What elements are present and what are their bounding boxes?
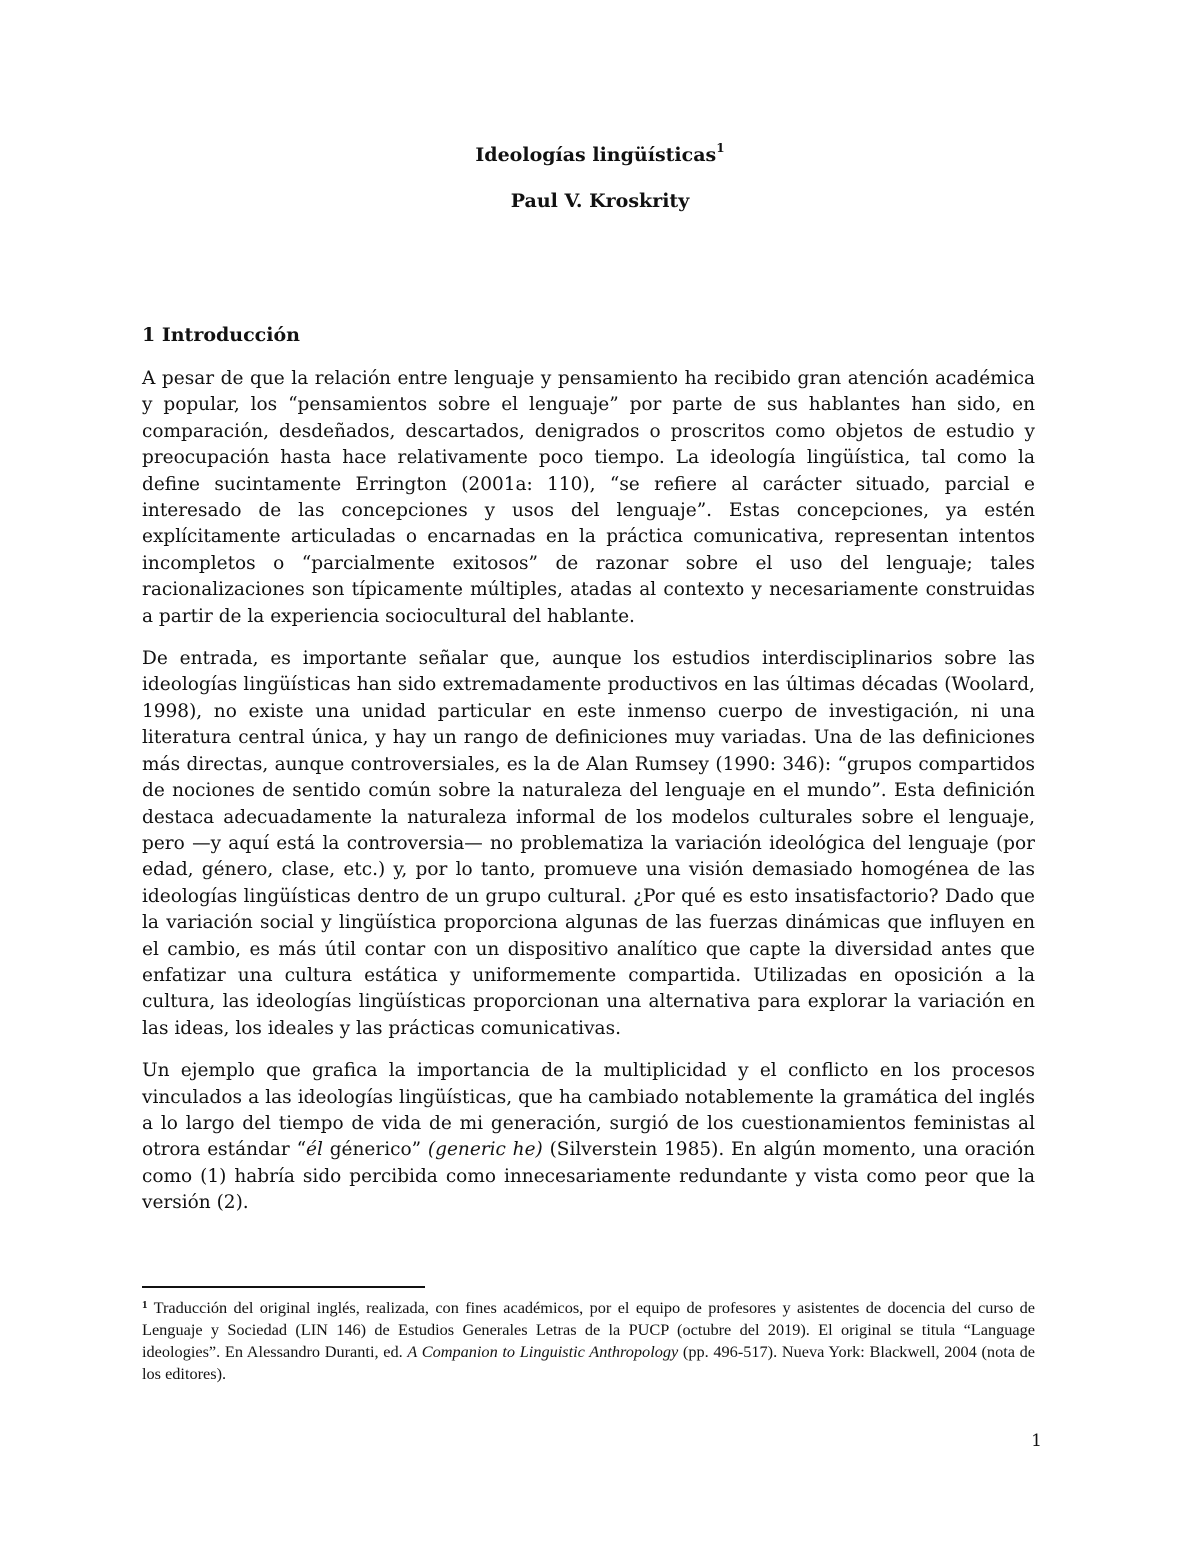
paragraph-3-text-b: génerico” [322, 1139, 428, 1161]
footnote-separator [142, 1286, 425, 1288]
italic-generic-he: (generic he) [427, 1139, 543, 1161]
italic-el: él [306, 1139, 323, 1161]
paragraph-3-text-c: (Silverstein 1985). En algún momento, una oración como (1) habría sido percibida como innecesariamente redundante y vista como peor que la versión (2). [142, 1139, 1035, 1214]
paragraph-3 [142, 1058, 1035, 1216]
paragraph-3-text-a: Un ejemplo que grafica la importancia de la multiplicidad y el conflicto en los procesos vinculados a las ideologías lingüísticas, que ha cambiado notablemente la gramática del inglés a lo largo del tiempo de vida de mi generación, surgió de los cuestionamientos feministas al otrora estándar “ [142, 1060, 1035, 1161]
footnote-reference[interactable]: 1 [716, 141, 725, 155]
title-text: Ideologías lingüísticas [475, 144, 717, 166]
page-number: 1 [1031, 1431, 1042, 1451]
document-title [0, 140, 1200, 170]
footnote-text-a: Traducción del original inglés, realizada, con fines académicos, por el equipo de profesores y asistentes de docencia del curso de Lenguaje y Sociedad (LIN 146) de Estudios Generales Letras de la PUCP (octubre del 2019). El original se titula “Language ideologies”. En Alessandro Duranti, ed. [142, 1298, 1035, 1361]
section-heading: 1 Introducción [142, 324, 300, 346]
footnote [142, 1297, 1035, 1385]
footnote-marker: 1 [142, 1299, 148, 1311]
paragraph-1: A pesar de que la relación entre lenguaje y pensamiento ha recibido gran atención académica y popular, los “pensamientos sobre el lenguaje” por parte de sus hablantes han sido, en comparación, desdeñados, descartados, denigrados o proscritos como objetos de estudio y preocupación hasta hace relativamente poco tiempo. La ideología lingüística, tal como la define sucintamente Errington (2001a: 110), “se refiere al carácter situado, parcial e interesado de las concepciones y usos del lenguaje”. Estas concepciones, ya estén explícitamente articuladas o encarnadas en la práctica comunicativa, representan intentos incompletos o “parcialmente exitosos” de razonar sobre el uso del lenguaje; tales racionalizaciones son típicamente múltiples, atadas al contexto y necesariamente construidas a partir de la experiencia sociocultural del hablante. [142, 368, 1035, 627]
footnote-book-title: A Companion to Linguistic Anthropology [407, 1342, 679, 1361]
body-text [142, 366, 1035, 1233]
footnote-text-b: (pp. 496-517). Nueva York: Blackwell, 2004 (nota de los editores). [142, 1342, 1036, 1383]
paragraph-2: De entrada, es importante señalar que, aunque los estudios interdisciplinarios sobre las ideologías lingüísticas han sido extremadamente productivos en las últimas décadas (Woolard, 1998), no existe una unidad particular en este inmenso cuerpo de investigación, ni una literatura central única, y hay un rango de definiciones muy variadas. Una de las definiciones más directas, aunque controversiales, es la de Alan Rumsey (1990: 346): “grupos compartidos de nociones de sentido común sobre la naturaleza del lenguaje en el mundo”. Esta definición destaca adecuadamente la naturaleza informal de los modelos culturales sobre el lenguaje, pero —y aquí está la controversia— no problematiza la variación ideológica del lenguaje (por edad, género, clase, etc.) y, por lo tanto, promueve una visión demasiado homogénea de las ideologías lingüísticas dentro de un grupo cultural. ¿Por qué es esto insatisfactorio? Dado que la variación social y lingüística proporciona algunas de las fuerzas dinámicas que influyen en el cambio, es más útil contar con un dispositivo analítico que capte la diversidad antes que enfatizar una cultura estática y uniformemente compartida. Utilizadas en oposición a la cultura, las ideologías lingüísticas proporcionan una alternativa para explorar la variación en las ideas, los ideales y las prácticas comunicativas. [142, 648, 1035, 1039]
author-name: Paul V. Kroskrity [510, 190, 690, 212]
